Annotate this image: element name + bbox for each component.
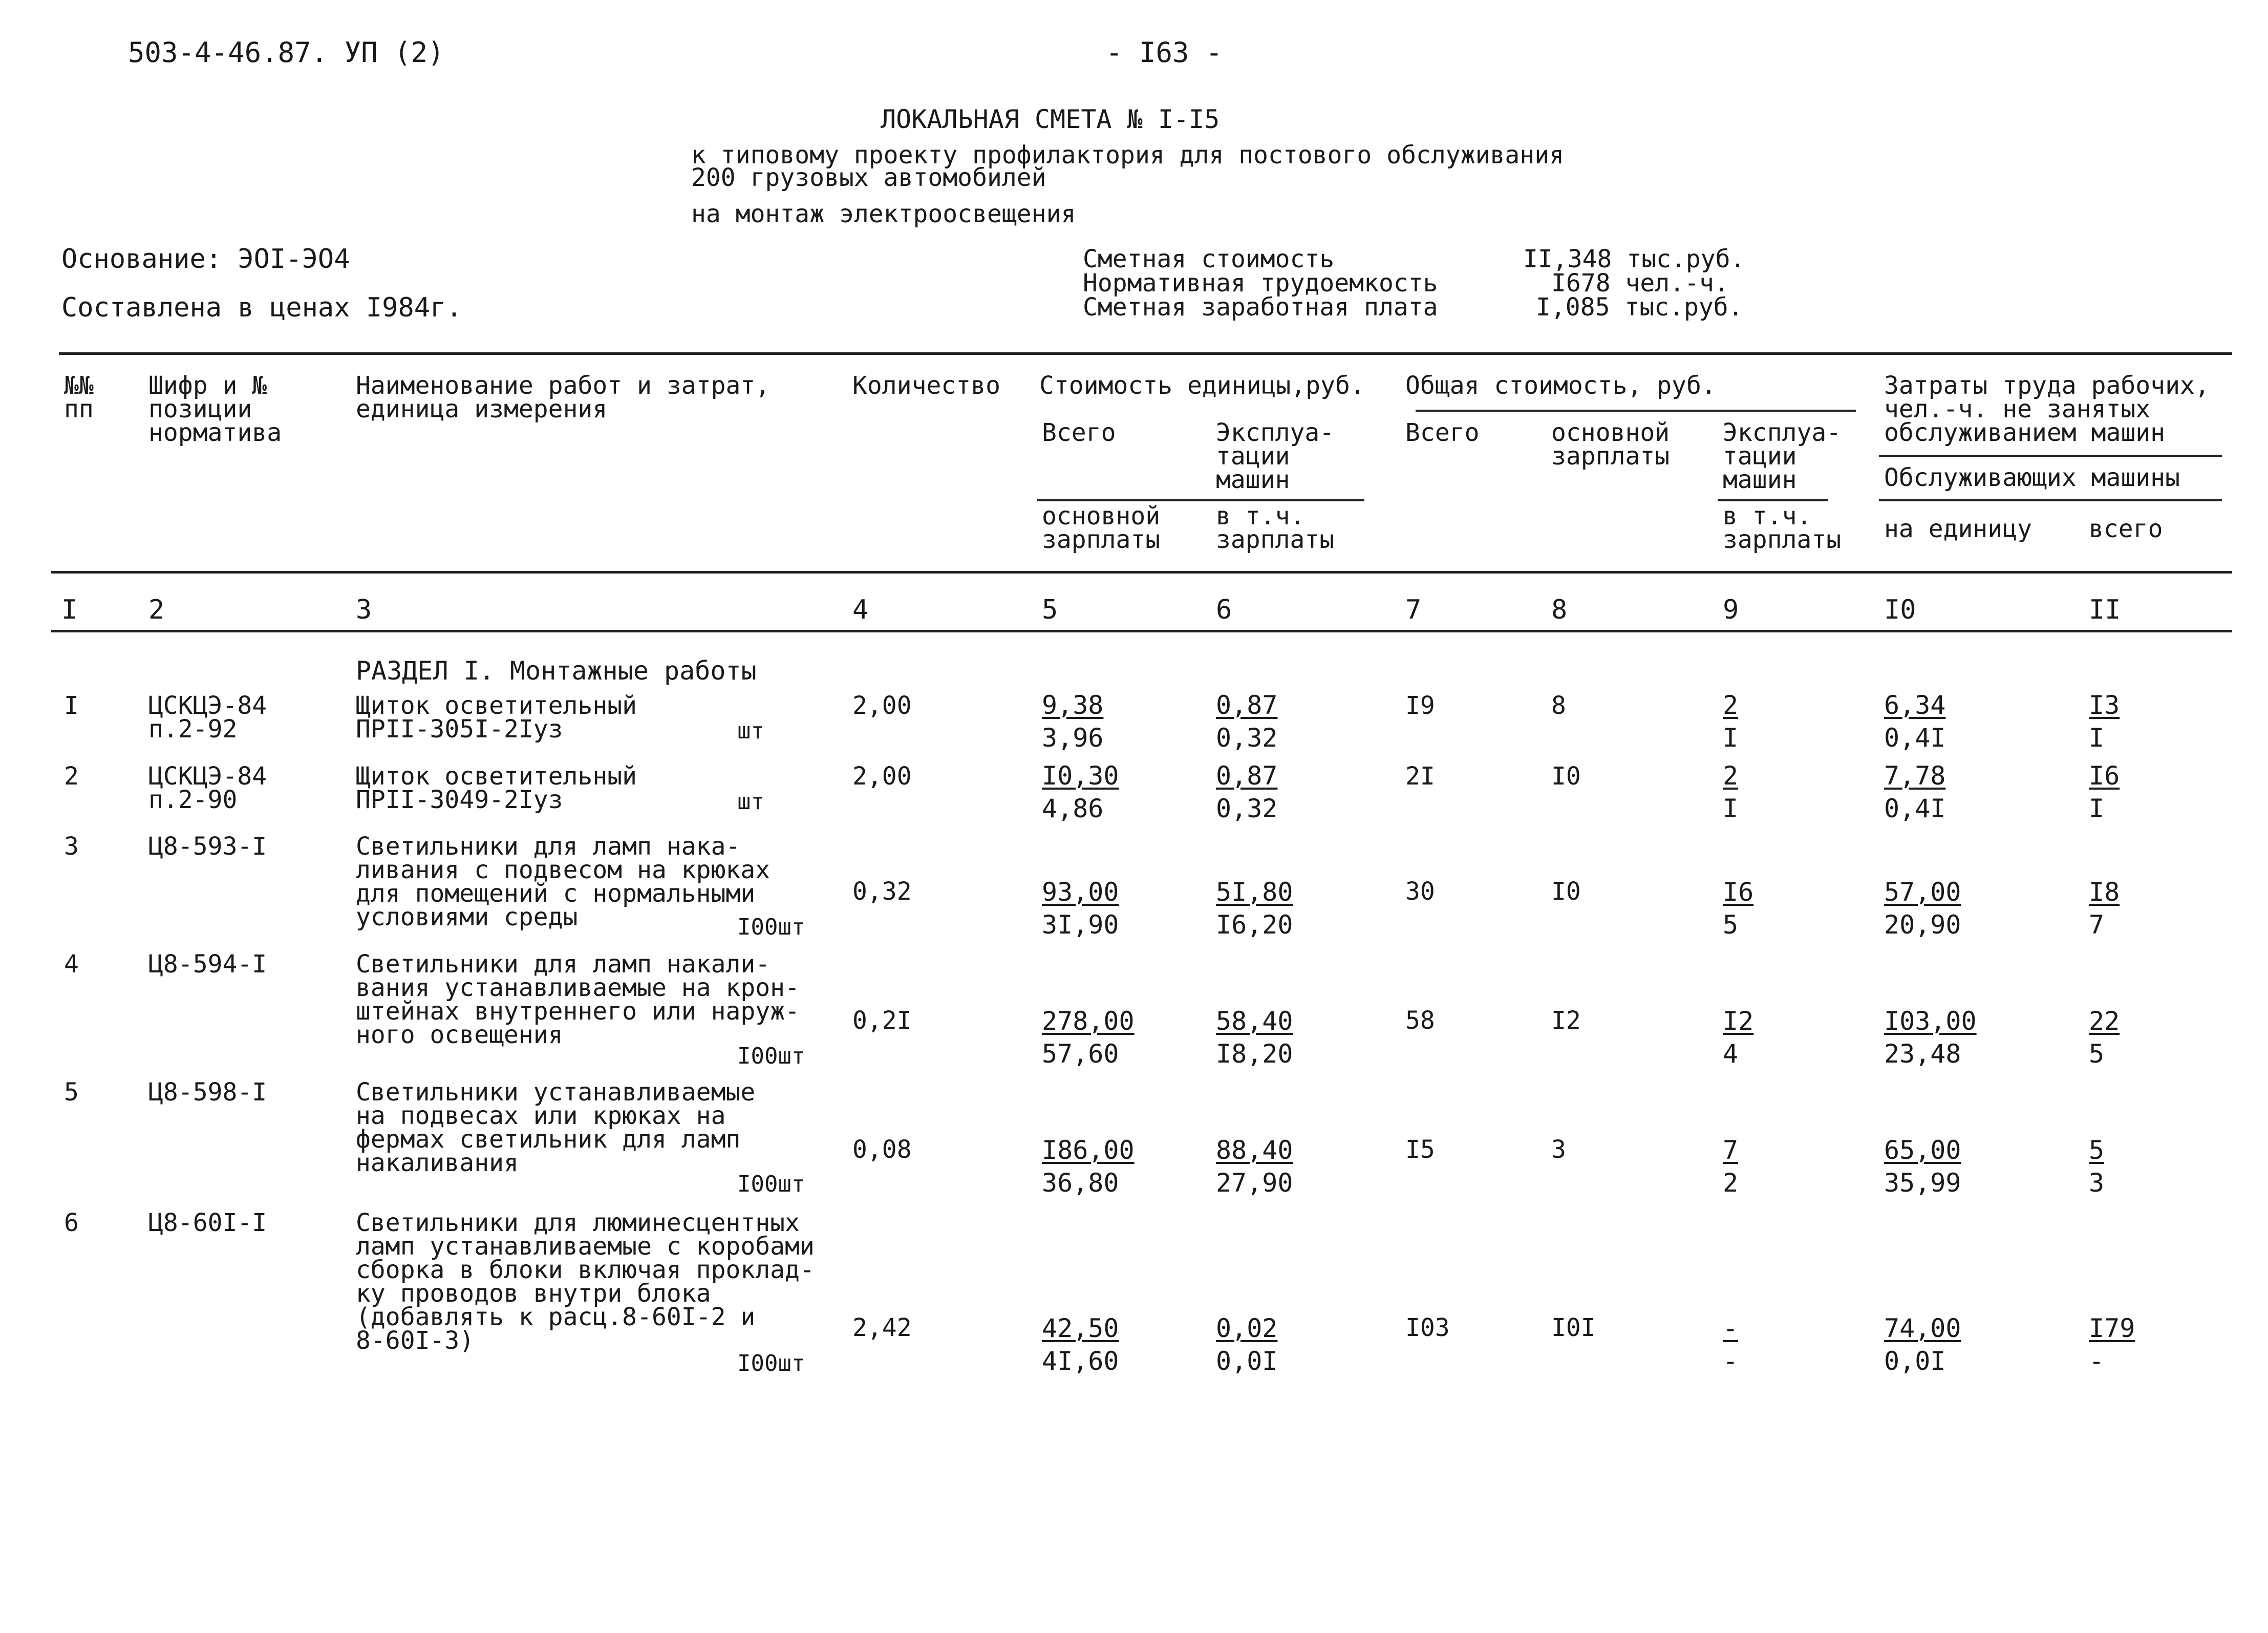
row-name: Светильники устанавливаемые на подвесах или крюках на фермах светильник для ламп накаливания <box>356 1078 756 1177</box>
total-cost-all: 30 <box>1405 877 1435 906</box>
row-unit: I00шт <box>737 1043 805 1069</box>
unit-exploit-header: Эксплуа- тации машин <box>1216 418 1335 494</box>
servicing-header: Обслуживающих машины <box>1884 463 2180 492</box>
unit-cost-exploit: $\frac{88,40}{27,90}$ <box>1216 1135 1293 1198</box>
col-num-9: 9 <box>1723 595 1739 625</box>
row-code: Ц8-60I-I <box>148 1208 267 1237</box>
basis-text: Основание: ЭОI-ЭО4 <box>61 244 350 274</box>
unit-cost-all: $\frac{9,38}{3,96}$ <box>1042 690 1104 753</box>
total-exploit: $\frac{2}{I}$ <box>1723 690 1739 753</box>
row-unit: шт <box>737 789 764 815</box>
row-number: 2 <box>64 762 79 791</box>
servicing-rule <box>1879 499 2222 501</box>
labor-per-unit: $\frac{I03,00}{23,48}$ <box>1884 1006 1977 1069</box>
total-cost-all: I9 <box>1405 691 1435 720</box>
total-cost-all: 58 <box>1405 1006 1435 1035</box>
col-num-4: 4 <box>852 595 869 625</box>
total-base-wage: I2 <box>1551 1006 1581 1035</box>
row-code: ЦСКЦЭ-84 п.2-90 <box>148 762 267 814</box>
labor-header: Затраты труда рабочих, чел.-ч. не занятых обслуживанием машин <box>1884 371 2210 447</box>
row-name: Светильники для ламп накали- вания устанавливаемые на крон- штейнах внутреннего или наруж- ного освещения <box>356 950 800 1049</box>
col-num-6: 6 <box>1216 595 1232 625</box>
row-number: 4 <box>64 950 79 979</box>
unit-cost-all: $\frac{42,50}{4I,60}$ <box>1042 1313 1119 1376</box>
cost-value: II,348 тыс.руб. <box>1523 245 1745 273</box>
row-quantity: 2,42 <box>852 1313 912 1342</box>
col-code-header: Шифр и № позиции норматива <box>148 371 282 447</box>
total-base-wage-header: основной зарплаты <box>1551 418 1670 471</box>
row-quantity: 0,2I <box>852 1006 912 1035</box>
row-quantity: 2,00 <box>852 762 912 791</box>
labor-total: $\frac{5}{3}$ <box>2089 1135 2105 1198</box>
total-base-wage: I0 <box>1551 877 1581 906</box>
total-exploit-header: Эксплуа- тации машин <box>1723 418 1842 494</box>
row-quantity: 2,00 <box>852 691 912 720</box>
total-exploit: $\frac{2}{I}$ <box>1723 761 1739 823</box>
document-title: ЛОКАЛЬНАЯ СМЕТА № I-I5 <box>881 104 1220 134</box>
unit-cost-header: Стоимость единицы,руб. <box>1039 371 1365 400</box>
unit-cost-exploit: $\frac{58,40}{I8,20}$ <box>1216 1006 1293 1069</box>
total-base-wage: I0I <box>1551 1313 1596 1342</box>
row-quantity: 0,32 <box>852 877 912 906</box>
labor-total: I79 - <box>2089 1313 2135 1376</box>
col-num-5: 5 <box>1042 595 1058 625</box>
row-number: 5 <box>64 1078 79 1107</box>
unit-cost-all: $\frac{278,00}{57,60}$ <box>1042 1006 1135 1069</box>
total-incl-wage-header: в т.ч. зарплаты <box>1723 502 1842 554</box>
total-base-wage: 8 <box>1551 691 1566 720</box>
labor-total: $\frac{I3}{I}$ <box>2089 690 2120 753</box>
col-quantity-header: Количество <box>852 371 1000 400</box>
total-cost-rule <box>1416 410 1856 412</box>
total-labor-header: всего <box>2089 515 2163 543</box>
col-num-2: 2 <box>148 595 165 625</box>
row-unit: I00шт <box>737 1171 805 1197</box>
unit-cost-sub-rule <box>1037 499 1364 501</box>
total-cost-all: I5 <box>1405 1135 1435 1164</box>
labor-label: Нормативная трудоемкость <box>1083 269 1438 298</box>
section-title: РАЗДЕЛ I. Монтажные работы <box>356 656 757 686</box>
total-base-wage: 3 <box>1551 1135 1566 1164</box>
wage-value: I,085 тыс.руб. <box>1536 293 1743 322</box>
header-bottom-rule <box>51 571 2232 574</box>
unit-cost-exploit: $\frac{5I,80}{I6,20}$ <box>1216 877 1293 940</box>
row-quantity: 0,08 <box>852 1135 912 1164</box>
subtitle-line-3: на монтаж электроосвещения <box>691 200 1076 228</box>
col-num-3: 3 <box>356 595 372 625</box>
unit-cost-exploit: $\frac{0,87}{0,32}$ <box>1216 690 1278 753</box>
unit-cost-all: $\frac{I0,30}{4,86}$ <box>1042 761 1119 823</box>
unit-cost-all: $\frac{I86,00}{36,80}$ <box>1042 1135 1135 1198</box>
col-num-7: 7 <box>1405 595 1422 625</box>
row-code: Ц8-594-I <box>148 950 267 979</box>
exploit-sub-rule <box>1718 499 1828 501</box>
page-number: - I63 - <box>1106 36 1223 69</box>
labor-per-unit: $\frac{74,00}{0,0I}$ <box>1884 1313 1961 1376</box>
total-cost-header: Общая стоимость, руб. <box>1405 371 1716 400</box>
labor-per-unit: $\frac{65,00}{35,99}$ <box>1884 1135 1961 1198</box>
unit-cost-all: $\frac{93,00}{3I,90}$ <box>1042 877 1119 940</box>
labor-per-unit: $\frac{6,34}{0,4I}$ <box>1884 690 1946 753</box>
unit-cost-exploit: $\frac{0,02}{0,0I}$ <box>1216 1313 1278 1376</box>
col-num-11: II <box>2089 595 2121 625</box>
subtitle-line-1: к типовому проекту профилактория для постового обслуживания <box>691 141 1565 169</box>
row-number: 6 <box>64 1208 79 1237</box>
labor-total: $\frac{22}{5}$ <box>2089 1006 2120 1069</box>
total-all-header: Всего <box>1405 418 1480 447</box>
row-unit: I00шт <box>737 914 805 940</box>
col-num-8: 8 <box>1551 595 1568 625</box>
col-num-10: I0 <box>1884 595 1916 625</box>
labor-value: I678 чел.-ч. <box>1551 269 1729 298</box>
row-code: Ц8-598-I <box>148 1078 267 1107</box>
table-top-rule <box>59 352 2232 355</box>
document-code: 503-4-46.87. УП (2) <box>128 36 444 69</box>
cost-label: Сметная стоимость <box>1083 245 1335 273</box>
unit-cost-exploit: $\frac{0,87}{0,32}$ <box>1216 761 1278 823</box>
wage-label: Сметная заработная плата <box>1083 293 1438 322</box>
unit-incl-wage-header: в т.ч. зарплаты <box>1216 502 1335 554</box>
labor-rule <box>1879 455 2222 457</box>
col-num-1: I <box>61 595 78 625</box>
subtitle-line-2: 200 грузовых автомобилей <box>691 163 1046 192</box>
labor-total: $\frac{I6}{I}$ <box>2089 761 2120 823</box>
row-number: 3 <box>64 832 79 861</box>
unit-base-wage-header: основной зарплаты <box>1042 502 1161 554</box>
prices-text: Составлена в ценах I984г. <box>61 292 462 323</box>
total-exploit: $\frac{I2}{4}$ <box>1723 1006 1754 1069</box>
row-unit: I00шт <box>737 1350 805 1376</box>
total-cost-all: 2I <box>1405 762 1435 791</box>
total-exploit: $\frac{7}{2}$ <box>1723 1135 1739 1198</box>
row-unit: шт <box>737 718 764 744</box>
row-code: ЦСКЦЭ-84 п.2-92 <box>148 691 267 744</box>
labor-total: $\frac{I8}{7}$ <box>2089 877 2120 940</box>
col-name-header: Наименование работ и затрат, единица измерения <box>356 371 771 423</box>
labor-per-unit: $\frac{7,78}{0,4I}$ <box>1884 761 1946 823</box>
col-number-header: №№ пп <box>64 371 94 423</box>
total-exploit: - - <box>1723 1313 1739 1376</box>
numbers-bottom-rule <box>51 630 2232 632</box>
total-exploit: $\frac{I6}{5}$ <box>1723 877 1754 940</box>
per-unit-header: на единицу <box>1884 515 2032 543</box>
total-base-wage: I0 <box>1551 762 1581 791</box>
row-name: Щиток осветительный ПРII-305I-2Iуз <box>356 691 637 744</box>
row-name: Светильники для люминесцентных ламп устанавливаемые с коробами сборка в блоки включая проклад- ку проводов внутри блока (добавлять к расц.8-60I-2 и 8-60I-3) <box>356 1208 815 1355</box>
row-code: Ц8-593-I <box>148 832 267 861</box>
unit-all-header: Всего <box>1042 418 1116 447</box>
row-name: Щиток осветительный ПРII-3049-2Iуз <box>356 762 637 814</box>
row-number: I <box>64 691 79 720</box>
labor-per-unit: $\frac{57,00}{20,90}$ <box>1884 877 1961 940</box>
total-cost-all: I03 <box>1405 1313 1450 1342</box>
row-name: Светильники для ламп нака- ливания с подвесом на крюках для помещений с нормальными условиями среды <box>356 832 771 931</box>
